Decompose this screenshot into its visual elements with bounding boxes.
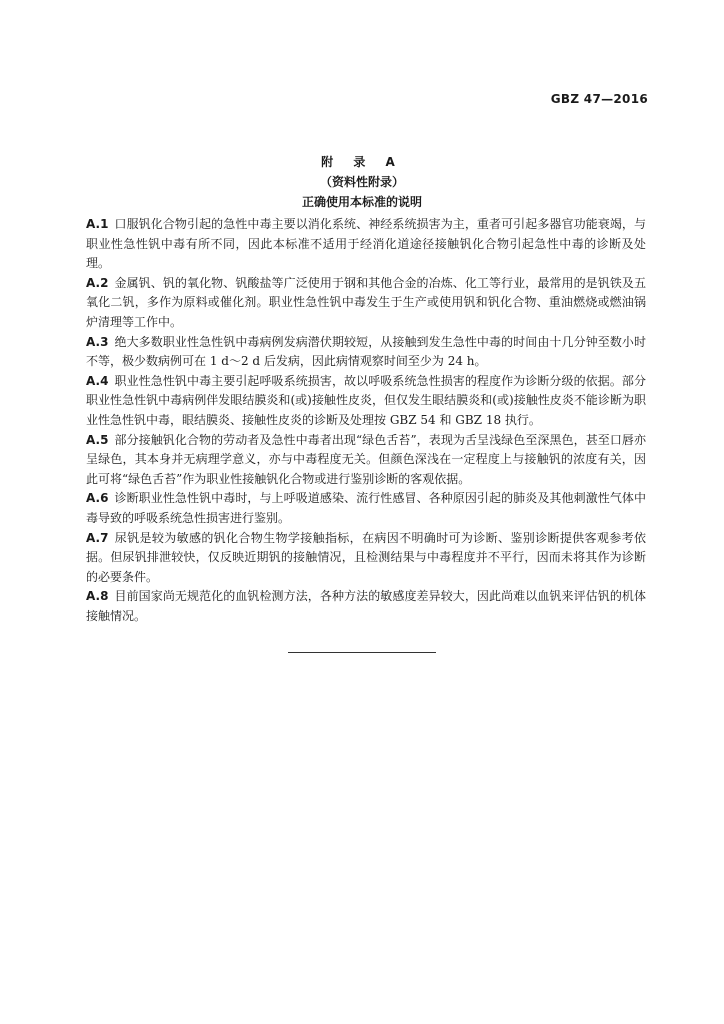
appendix-title: 正确使用本标准的说明: [301, 195, 422, 209]
clause-number: A.7: [86, 530, 109, 545]
clause-number: A.8: [86, 589, 109, 604]
paragraph-a1: [86, 215, 646, 274]
clause-number: A.6: [86, 491, 109, 506]
paragraph-a3: [86, 333, 646, 372]
standard-code: GBZ 47—2016: [550, 92, 648, 106]
appendix-heading: [0, 152, 724, 212]
clause-text: 口服钒化合物引起的急性中毒主要以消化系统、神经系统损害为主，重者可引起多器官功能衰竭，与职业性急性钒中毒有所不同，因此本标准不适用于经消化道途径接触钒化合物引起急性中毒的诊断及处理。: [86, 217, 646, 271]
appendix-type: （资料性附录）: [319, 175, 404, 189]
clause-text: 部分接触钒化合物的劳动者及急性中毒者出现“绿色舌苔”，表现为舌呈浅绿色至深黑色，甚至口唇亦呈绿色，其本身并无病理学意义，亦与中毒程度无关。但颜色深浅在一定程度上与接触钒的浓度有关，因此可将“绿色舌苔”作为职业性接触钒化合物或进行鉴别诊断的客观依据。: [86, 432, 646, 486]
clause-text: 职业性急性钒中毒主要引起呼吸系统损害，故以呼吸系统急性损害的程度作为诊断分级的依据。部分职业性急性钒中毒病例伴发眼结膜炎和(或)接触性皮炎，但仅发生眼结膜炎和(或)接触性皮炎不能诊断为职业性急性钒中毒，眼结膜炎、接触性皮炎的诊断及处理按 GBZ 54 和 GBZ 18 执行。: [86, 373, 646, 427]
clause-text: 绝大多数职业性急性钒中毒病例发病潜伏期较短，从接触到发生急性中毒的时间由十几分钟至数小时不等，极少数病例可在 1 d～2 d 后发病，因此病情观察时间至少为 24 h。: [86, 334, 646, 369]
paragraph-a2: [86, 274, 646, 333]
paragraph-a6: [86, 489, 646, 528]
paragraph-a7: [86, 529, 646, 588]
end-rule-divider: [288, 652, 436, 653]
clause-number: A.5: [86, 432, 109, 447]
clause-text: 目前国家尚无规范化的血钒检测方法，各种方法的敏感度差异较大，因此尚难以血钒来评估钒的机体接触情况。: [86, 589, 646, 623]
appendix-body: [86, 215, 646, 626]
clause-number: A.3: [86, 334, 109, 349]
clause-text: 尿钒是较为敏感的钒化合物生物学接触指标，在病因不明确时可为诊断、鉴别诊断提供客观参考依据。但尿钒排泄较快，仅反映近期钒的接触情况，且检测结果与中毒程度并不平行，因而未将其作为诊断的必要条件。: [86, 530, 646, 584]
paragraph-a8: [86, 587, 646, 626]
clause-number: A.2: [86, 275, 109, 290]
clause-number: A.1: [86, 217, 109, 231]
clause-number: A.4: [86, 373, 109, 388]
clause-text: 诊断职业性急性钒中毒时，与上呼吸道感染、流行性感冒、各种原因引起的肺炎及其他刺激性气体中毒导致的呼吸系统急性损害进行鉴别。: [86, 491, 646, 525]
paragraph-a4: [86, 372, 646, 431]
appendix-label: 附 录 A: [321, 155, 403, 169]
clause-text: 金属钒、钒的氧化物、钒酸盐等广泛使用于钢和其他合金的冶炼、化工等行业，最常用的是钒铁及五氧化二钒，多作为原料或催化剂。职业性急性钒中毒发生于生产或使用钒和钒化合物、重油燃烧或燃油锅炉清理等工作中。: [86, 275, 646, 329]
paragraph-a5: [86, 431, 646, 490]
